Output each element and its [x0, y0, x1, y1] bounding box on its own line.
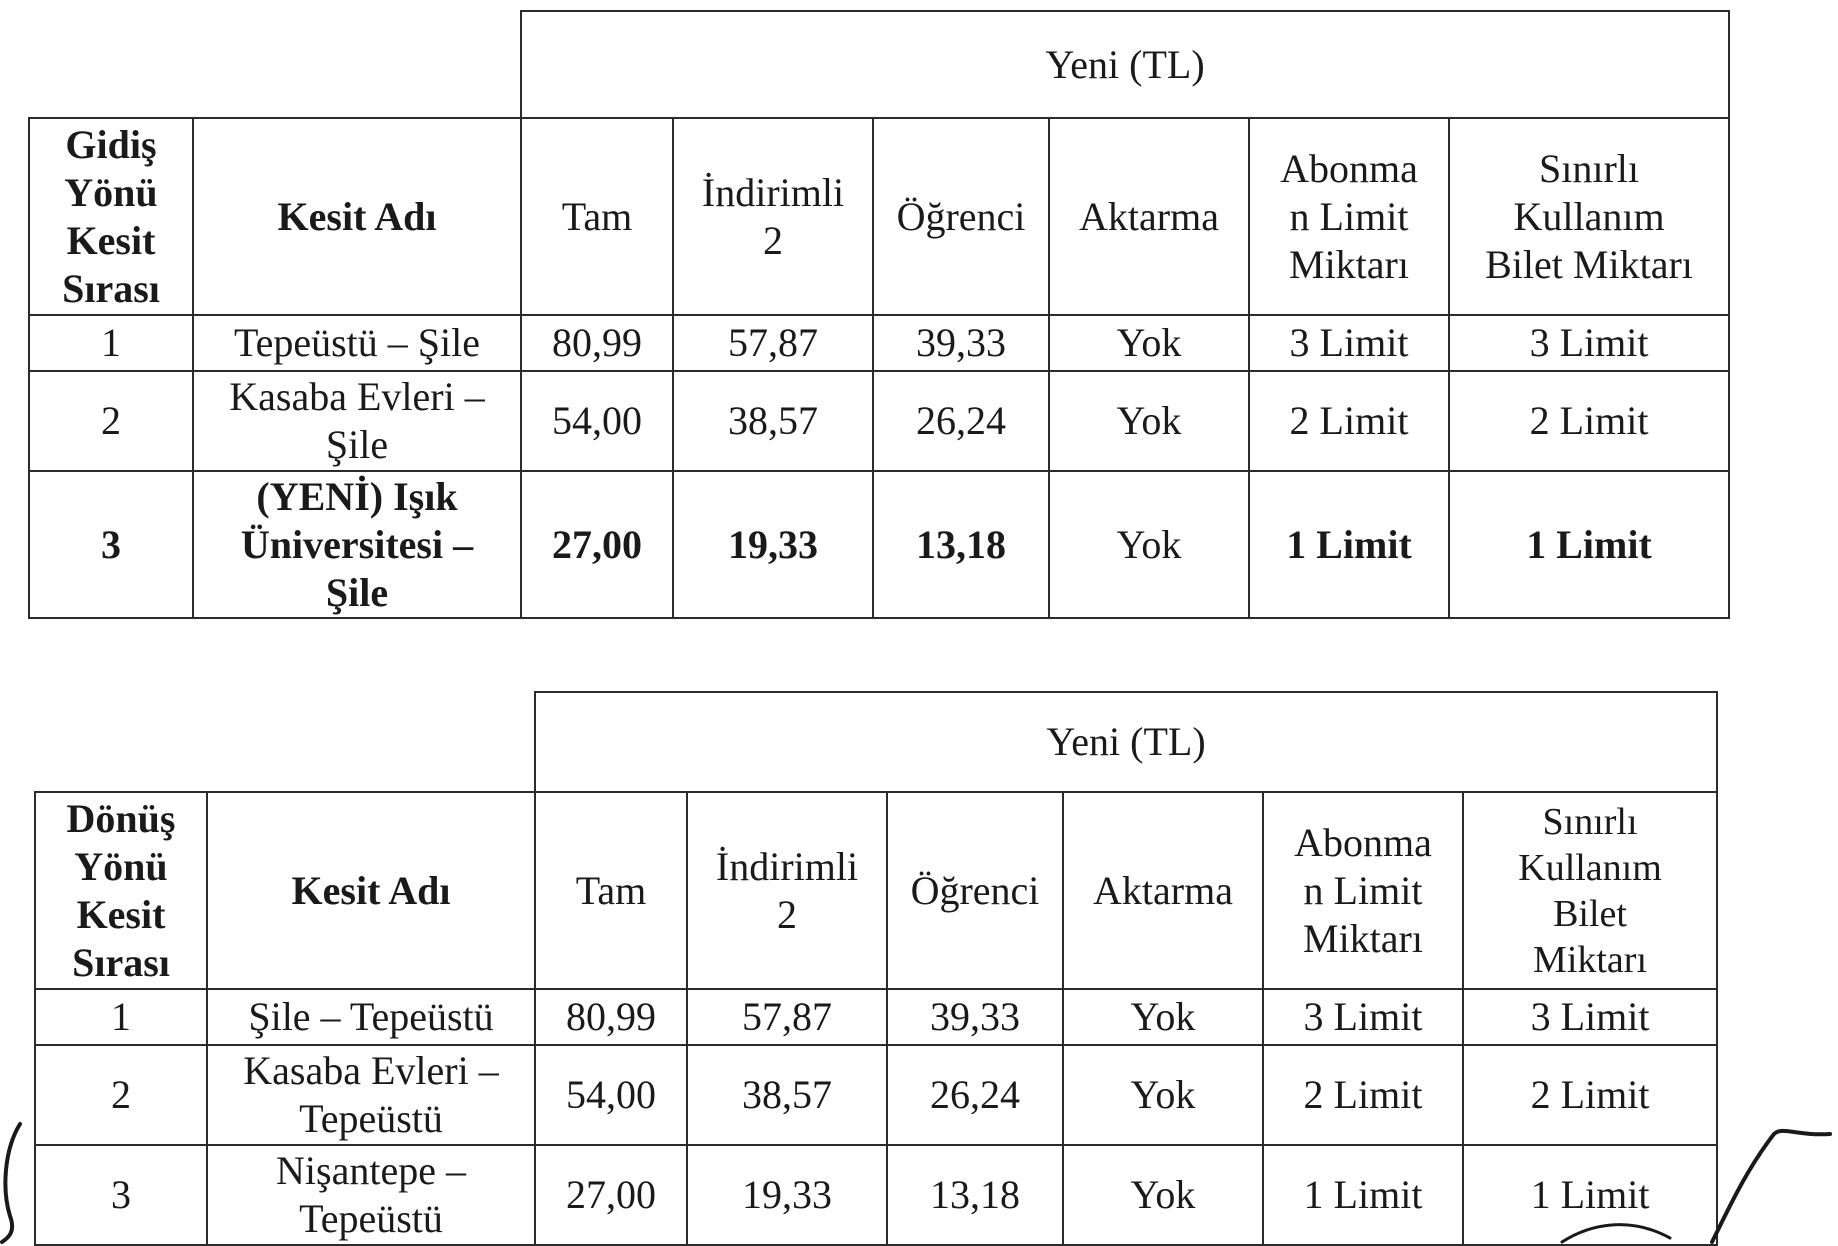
- header-ogrenci: Öğrenci: [873, 118, 1049, 315]
- cell-sinirli: 2 Limit: [1449, 371, 1729, 471]
- cell-ogrenci: 26,24: [873, 371, 1049, 471]
- table-row: [35, 989, 1717, 1045]
- cell-tam: 80,99: [535, 989, 687, 1045]
- return-fare-table: [34, 691, 1718, 1246]
- cell-tam: 27,00: [535, 1145, 687, 1245]
- table-row: [35, 1145, 1717, 1245]
- cell-ogrenci: 39,33: [873, 315, 1049, 371]
- cell-indirimli: 19,33: [687, 1145, 887, 1245]
- header-name: Kesit Adı: [193, 118, 521, 315]
- header-spacer: [35, 692, 535, 792]
- cell-indirimli: 57,87: [673, 315, 873, 371]
- header-order: Dönüş Yönü Kesit Sırası: [35, 792, 207, 989]
- header-sinirli: Sınırlı Kullanım Bilet Miktarı: [1463, 792, 1717, 989]
- cell-abonman: 2 Limit: [1263, 1045, 1463, 1145]
- cell-ogrenci: 13,18: [873, 471, 1049, 618]
- cell-aktarma: Yok: [1063, 989, 1263, 1045]
- header-abonman: Abonma n Limit Miktarı: [1249, 118, 1449, 315]
- cell-aktarma: Yok: [1049, 471, 1249, 618]
- header-aktarma: Aktarma: [1063, 792, 1263, 989]
- header-aktarma: Aktarma: [1049, 118, 1249, 315]
- cell-abonman: 1 Limit: [1263, 1145, 1463, 1245]
- signature-stroke-right: [1560, 1120, 1838, 1244]
- cell-name: Kasaba Evleri – Şile: [193, 371, 521, 471]
- cell-abonman: 2 Limit: [1249, 371, 1449, 471]
- cell-aktarma: Yok: [1049, 371, 1249, 471]
- cell-indirimli: 38,57: [687, 1045, 887, 1145]
- cell-indirimli: 38,57: [673, 371, 873, 471]
- header-ogrenci: Öğrenci: [887, 792, 1063, 989]
- group-header: Yeni (TL): [521, 11, 1729, 118]
- cell-ogrenci: 13,18: [887, 1145, 1063, 1245]
- header-tam: Tam: [521, 118, 673, 315]
- cell-order: 3: [35, 1145, 207, 1245]
- signature-stroke-left: [0, 1120, 40, 1244]
- outbound-fare-table: [28, 10, 1730, 619]
- cell-abonman: 3 Limit: [1263, 989, 1463, 1045]
- header-order: Gidiş Yönü Kesit Sırası: [29, 118, 193, 315]
- cell-sinirli: 1 Limit: [1449, 471, 1729, 618]
- cell-tam: 80,99: [521, 315, 673, 371]
- table-row: [29, 471, 1729, 618]
- header-indirimli: İndirimli 2: [687, 792, 887, 989]
- cell-name: Şile – Tepeüstü: [207, 989, 535, 1045]
- cell-indirimli: 57,87: [687, 989, 887, 1045]
- table-row: [29, 371, 1729, 471]
- cell-tam: 54,00: [535, 1045, 687, 1145]
- header-tam: Tam: [535, 792, 687, 989]
- cell-order: 2: [35, 1045, 207, 1145]
- cell-aktarma: Yok: [1049, 315, 1249, 371]
- cell-abonman: 1 Limit: [1249, 471, 1449, 618]
- cell-ogrenci: 39,33: [887, 989, 1063, 1045]
- group-header: Yeni (TL): [535, 692, 1717, 792]
- cell-abonman: 3 Limit: [1249, 315, 1449, 371]
- table-row: [35, 1045, 1717, 1145]
- column-header-row: [35, 792, 1717, 989]
- cell-aktarma: Yok: [1063, 1145, 1263, 1245]
- header-name: Kesit Adı: [207, 792, 535, 989]
- header-sinirli: Sınırlı Kullanım Bilet Miktarı: [1449, 118, 1729, 315]
- cell-sinirli: 3 Limit: [1463, 989, 1717, 1045]
- cell-indirimli: 19,33: [673, 471, 873, 618]
- cell-aktarma: Yok: [1063, 1045, 1263, 1145]
- column-header-row: [29, 118, 1729, 315]
- cell-order: 1: [29, 315, 193, 371]
- cell-sinirli: 2 Limit: [1463, 1045, 1717, 1145]
- cell-order: 2: [29, 371, 193, 471]
- cell-sinirli: 1 Limit: [1463, 1145, 1717, 1245]
- cell-tam: 27,00: [521, 471, 673, 618]
- cell-order: 3: [29, 471, 193, 618]
- cell-name: Tepeüstü – Şile: [193, 315, 521, 371]
- header-spacer: [29, 11, 521, 118]
- cell-name: Kasaba Evleri – Tepeüstü: [207, 1045, 535, 1145]
- header-indirimli: İndirimli 2: [673, 118, 873, 315]
- header-abonman: Abonma n Limit Miktarı: [1263, 792, 1463, 989]
- cell-name: (YENİ) Işık Üniversitesi – Şile: [193, 471, 521, 618]
- cell-sinirli: 3 Limit: [1449, 315, 1729, 371]
- table-row: [29, 315, 1729, 371]
- cell-order: 1: [35, 989, 207, 1045]
- cell-ogrenci: 26,24: [887, 1045, 1063, 1145]
- cell-tam: 54,00: [521, 371, 673, 471]
- cell-name: Nişantepe – Tepeüstü: [207, 1145, 535, 1245]
